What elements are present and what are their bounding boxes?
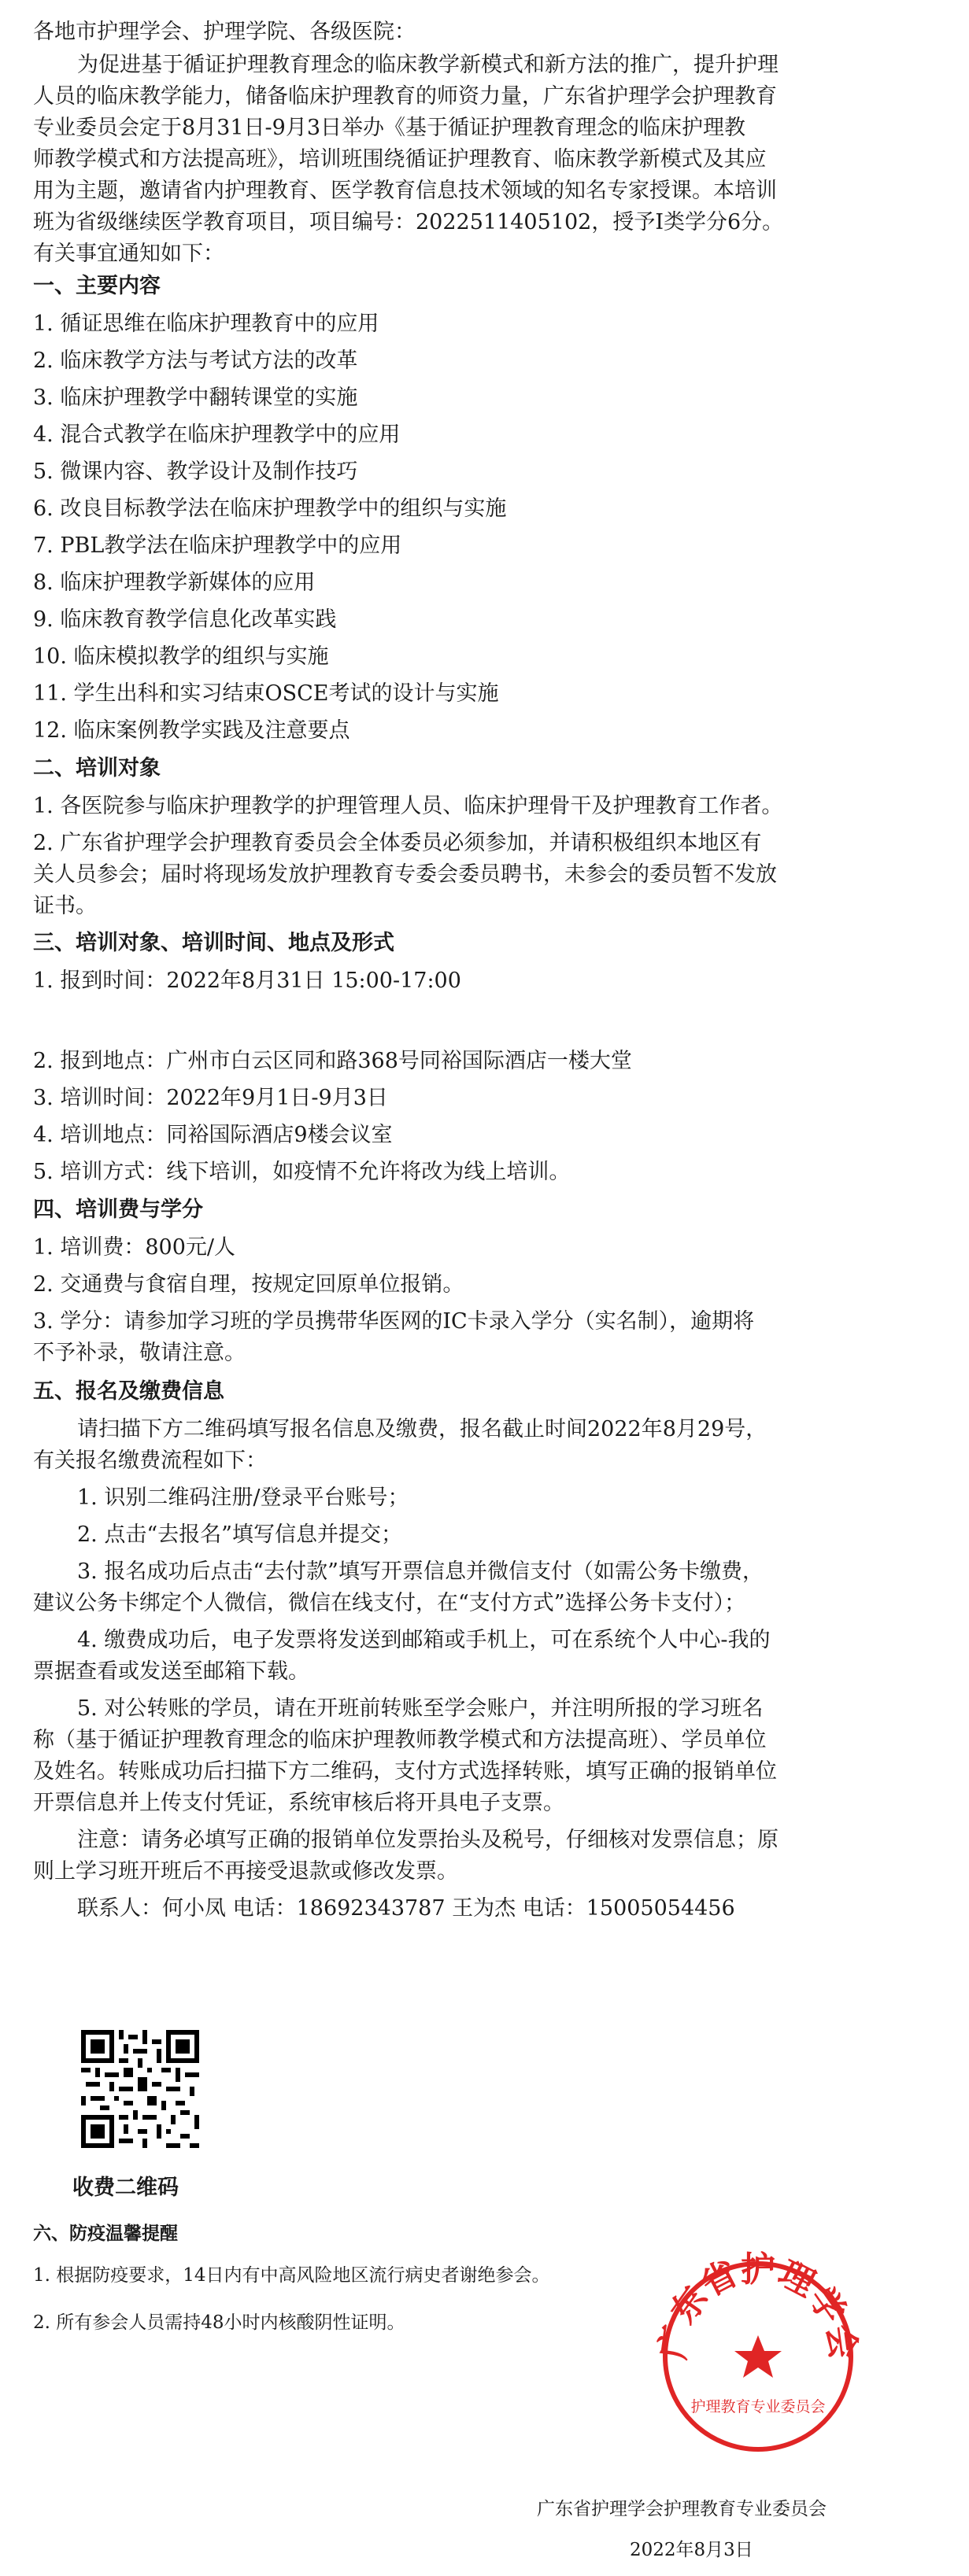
paragraph-line: 有关报名缴费流程如下： — [33, 1449, 267, 1473]
seal-subtext: 护理教育专业委员会 — [690, 2398, 826, 2415]
paragraph-line: 称（基于循证护理教育理念的临床护理教师教学模式和方法提高班）、学员单位 — [33, 1728, 767, 1752]
paragraph-line: 1. 培训费：800元/人 — [33, 1235, 235, 1260]
paragraph-line: 关人员参会；届时将现场发放护理教育专委会委员聘书，未参会的委员暂不发放 — [33, 862, 777, 887]
paragraph-line: 2. 广东省护理学会护理教育委员会全体委员必须参加，并请积极组织本地区有 — [33, 831, 762, 855]
paragraph-line: 1. 根据防疫要求，14日内有中高风险地区流行病史者谢绝参会。 — [33, 2265, 550, 2286]
paragraph-line: 证书。 — [33, 894, 97, 918]
paragraph-line: 1. 识别二维码注册/登录平台账号； — [77, 1485, 409, 1510]
list-item: 5. 微课内容、教学设计及制作技巧 — [33, 459, 358, 484]
paragraph-line: 注意：请务必填写正确的报销单位发票抬头及税号，仔细核对发票信息；原 — [77, 1828, 779, 1852]
intro-line: 班为省级继续医学教育项目，项目编号：2022511405102，授予Ⅰ类学分6分。 — [33, 210, 784, 234]
list-item: 4. 混合式教学在临床护理教学中的应用 — [33, 423, 401, 447]
list-item: 3. 临床护理教学中翻转课堂的实施 — [33, 386, 358, 410]
contact-line: 联系人：何小凤 电话：18692343787 王为杰 电话：15005054456 — [77, 1896, 735, 1921]
list-item: 2. 报到地点：广州市白云区同和路368号同裕国际酒店一楼大堂 — [33, 1049, 632, 1073]
section-heading: 五、报名及缴费信息 — [33, 1379, 224, 1404]
paragraph-line: 建议公务卡绑定个人微信，微信在线支付，在“支付方式”选择公务卡支付）； — [33, 1591, 746, 1615]
intro-line: 为促进基于循证护理教育理念的临床教学新模式和新方法的推广，提升护理 — [77, 53, 779, 77]
salutation: 各地市护理学会、护理学院、各级医院： — [33, 20, 416, 44]
paragraph-line: 3. 报名成功后点击“去付款”填写开票信息并微信支付（如需公务卡缴费， — [77, 1559, 764, 1584]
paragraph-line: 不予补录，敬请注意。 — [33, 1341, 246, 1365]
list-item: 4. 培训地点：同裕国际酒店9楼会议室 — [33, 1123, 393, 1147]
paragraph-line: 1. 各医院参与临床护理教学的护理管理人员、临床护理骨干及护理教育工作者。 — [33, 794, 783, 818]
section-heading: 六、防疫温馨提醒 — [33, 2223, 178, 2244]
paragraph-line: 5. 对公转账的学员，请在开班前转账至学会账户，并注明所报的学习班名 — [77, 1696, 764, 1721]
qr-caption: 收费二维码 — [72, 2176, 179, 2200]
seal-text: 广东省护理学会 — [653, 2250, 864, 2362]
list-item: 6. 改良目标教学法在临床护理教学中的组织与实施 — [33, 496, 507, 521]
intro-line: 有关事宜通知如下： — [33, 242, 224, 266]
paragraph-line: 请扫描下方二维码填写报名信息及缴费，报名截止时间2022年8月29号， — [77, 1417, 767, 1441]
list-item: 1. 循证思维在临床护理教育中的应用 — [33, 312, 379, 336]
paragraph-line: 2. 所有参会人员需持48小时内核酸阴性证明。 — [33, 2312, 405, 2333]
paragraph-line: 则上学习班开班后不再接受退款或修改发票。 — [33, 1859, 458, 1884]
section-heading: 一、主要内容 — [33, 274, 161, 298]
paragraph-line: 3. 学分：请参加学习班的学员携带华医网的IC卡录入学分（实名制），逾期将 — [33, 1309, 755, 1334]
list-item: 1. 报到时间：2022年8月31日 15:00-17:00 — [33, 969, 461, 993]
intro-line: 人员的临床教学能力，储备临床护理教育的师资力量，广东省护理学会护理教育 — [33, 84, 777, 109]
official-seal — [652, 2250, 864, 2463]
list-item: 9. 临床教育教学信息化改革实践 — [33, 607, 337, 632]
paragraph-line: 2. 交通费与食宿自理，按规定回原单位报销。 — [33, 1272, 464, 1297]
paragraph-line: 开票信息并上传支付凭证，系统审核后将开具电子支票。 — [33, 1791, 564, 1815]
section-heading: 三、培训对象、培训时间、地点及形式 — [33, 931, 394, 955]
paragraph-line: 2. 点击“去报名”填写信息并提交； — [77, 1522, 402, 1547]
list-item: 7. PBL教学法在临床护理教学中的应用 — [33, 533, 402, 558]
signature: 广东省护理学会护理教育专业委员会 — [537, 2499, 827, 2519]
intro-line: 师教学模式和方法提高班》，培训班围绕循证护理教育、临床教学新模式及其应 — [33, 147, 767, 172]
paragraph-line: 票据查看或发送至邮箱下载。 — [33, 1659, 309, 1684]
list-item: 10. 临床模拟教学的组织与实施 — [33, 644, 329, 669]
section-heading: 四、培训费与学分 — [33, 1198, 203, 1222]
document-date: 2022年8月3日 — [630, 2540, 753, 2560]
list-item: 12. 临床案例教学实践及注意要点 — [33, 718, 350, 743]
list-item: 3. 培训时间：2022年9月1日-9月3日 — [33, 1086, 388, 1110]
list-item: 11. 学生出科和实习结束OSCE考试的设计与实施 — [33, 681, 499, 706]
paragraph-line: 4. 缴费成功后，电子发票将发送到邮箱或手机上，可在系统个人中心-我的 — [77, 1628, 771, 1652]
list-item: 8. 临床护理教学新媒体的应用 — [33, 570, 316, 595]
payment-qr-code[interactable] — [81, 2030, 199, 2148]
intro-line: 专业委员会定于8月31日-9月3日举办《基于循证护理教育理念的临床护理教 — [33, 116, 746, 140]
paragraph-line: 及姓名。转账成功后扫描下方二维码，支付方式选择转账，填写正确的报销单位 — [33, 1759, 777, 1784]
intro-line: 用为主题，邀请省内护理教育、医学教育信息技术领域的知名专家授课。本培训 — [33, 179, 777, 203]
list-item: 2. 临床教学方法与考试方法的改革 — [33, 349, 358, 373]
section-heading: 二、培训对象 — [33, 756, 161, 781]
list-item: 5. 培训方式：线下培训，如疫情不允许将改为线上培训。 — [33, 1160, 571, 1184]
